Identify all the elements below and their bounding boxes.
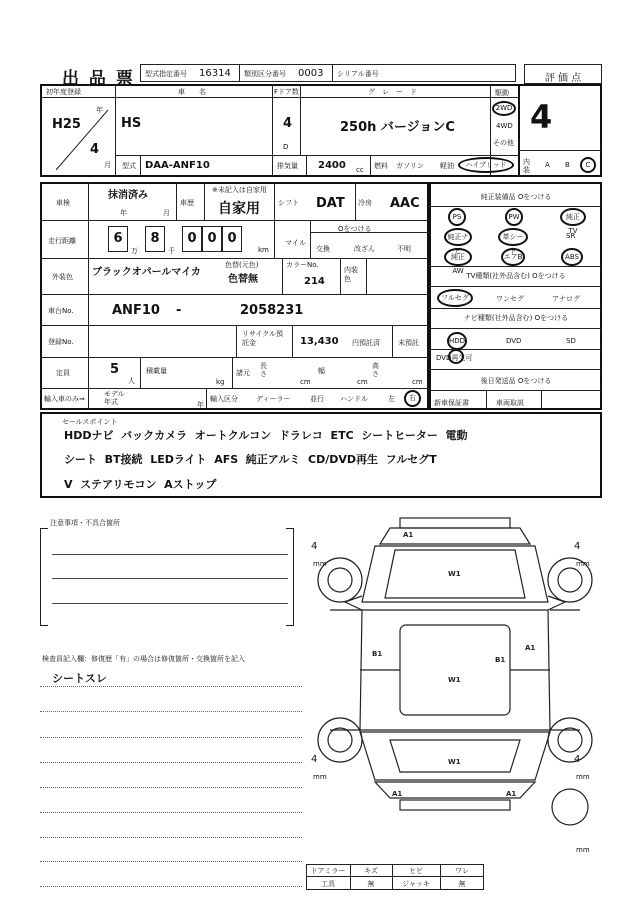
interior-b: B (565, 161, 570, 169)
doors-label: Fドア数 (274, 88, 299, 96)
selling-points-label: セールスポイント (62, 418, 118, 426)
recycle-paid: 円預託済 (352, 339, 380, 347)
tread-rl: 4 (311, 754, 318, 765)
capacity-label: 定員 (56, 369, 70, 377)
recycle-label: リサイクル預託金 (242, 330, 284, 347)
page-title: 出 品 票 (62, 69, 135, 89)
mileage-km: km (258, 246, 269, 254)
score-header (524, 64, 602, 84)
mileage-digit: 6 (108, 226, 128, 252)
chassis-label: 車台No. (48, 307, 74, 315)
shift-label: シフト (278, 199, 299, 207)
navi-hdd: HDD (447, 332, 467, 350)
shaken-month: 月 (163, 209, 170, 217)
model-code: 16314 (199, 68, 231, 79)
drive-4wd: 4WD (496, 122, 513, 130)
model-year-label: モデル年式 (104, 390, 125, 406)
mark-w1-windshield: W1 (448, 570, 461, 578)
category-number: 0003 (298, 68, 324, 79)
navi-title: ナビ種類(社外品含む) Oをつける (463, 314, 569, 322)
footer-value: 無 (458, 880, 466, 888)
serial-box (332, 64, 516, 82)
handle-right-circled: 右 (404, 390, 421, 407)
meter-mile: マイル (285, 239, 306, 247)
spare-tread-unit: mm (576, 846, 590, 854)
tv-fullseg: フルセグ (437, 289, 473, 307)
caution-label: 注意事項・不具合箇所 (50, 519, 120, 527)
width-label: 幅 (318, 367, 325, 375)
category-label: 類別区分番号 (244, 70, 286, 78)
mark-a1-front: A1 (403, 531, 414, 539)
score-label: 評 価 点 (544, 73, 582, 84)
color-change: 色替無 (228, 274, 258, 285)
color-no: 214 (304, 276, 325, 287)
mileage-sen: 千 (168, 247, 175, 255)
shaken-value: 抹消済み (108, 190, 148, 201)
import-parallel: 並行 (310, 395, 324, 403)
drive-2wd-circled: 2WD (492, 101, 516, 116)
capacity: 5 (110, 362, 120, 377)
tv-title: TV種類(社外品含む) Oをつける (466, 272, 566, 280)
later-title: 後日発送品 Oをつける (480, 377, 552, 385)
color-change-label: 色替(元色) (225, 261, 259, 269)
score: 4 (530, 98, 553, 136)
usage: 自家用 (218, 201, 260, 217)
mark-a1-right-door: A1 (525, 644, 536, 652)
car-name-label: 車 名 (178, 88, 206, 96)
dvd-playback-circle (448, 349, 464, 364)
first-reg-era: H25 (52, 117, 81, 132)
selling-points-line: シート BT接続 LEDライト AFS 純正アルミ CD/DVD再生 フルセグT (64, 453, 437, 466)
length-label: 長さ (260, 362, 267, 378)
mark-a1-rear-right: A1 (506, 790, 517, 798)
import-dealer: ディーラー (256, 395, 291, 403)
recycle-amount: 13,430 (300, 336, 339, 347)
import-type-label: 輸入区分 (210, 395, 238, 403)
later-warranty: 新車保証書 (434, 399, 469, 407)
capacity-unit: 人 (128, 377, 135, 385)
chassis-prefix: ANF10 (112, 303, 160, 318)
footer-header: ヒビ (409, 867, 423, 875)
footer-value: ジャッキ (402, 880, 430, 888)
first-reg-label: 初年度登録 (46, 88, 81, 96)
tv-analog: アナログ (552, 295, 580, 303)
exterior-color: ブラックオパールマイカ (92, 267, 201, 278)
meter-exchanged: 交換 (316, 245, 330, 253)
shaken-label: 車検 (56, 199, 70, 207)
displacement: 2400 (318, 160, 346, 171)
ac: AAC (390, 196, 420, 211)
grade-label: グ レ ー ド (368, 88, 417, 96)
mileage-label: 走行距離 (48, 237, 76, 245)
equip-tv: 純正TV (560, 208, 586, 226)
inspector-label: 検査員記入欄：修復歴「有」の場合は修復箇所・交換箇所を記入 (42, 655, 245, 663)
equip-leather: 革シート (498, 228, 528, 246)
load-label: 積載量 (146, 367, 167, 375)
model-code-box (140, 64, 240, 82)
displacement-label: 排気量 (277, 162, 298, 170)
mileage-digit: 0 (182, 226, 202, 252)
mark-w1-roof: W1 (448, 676, 461, 684)
width-unit: cm (357, 378, 368, 386)
interior-a: A (545, 161, 550, 169)
chassis-number: 2058231 (240, 303, 304, 318)
mileage-digit: 8 (145, 226, 165, 252)
model-code-label: 型式指定番号 (145, 70, 187, 78)
height-label: 高さ (372, 362, 379, 378)
mark-b1-right: B1 (495, 656, 506, 664)
navi-dvd: DVD (506, 337, 522, 345)
meter-tampered: 改ざん (354, 245, 375, 253)
equip-ps: PS (448, 208, 466, 226)
mark-w1-rear: W1 (448, 758, 461, 766)
fuel-label: 燃料 (374, 162, 388, 170)
year-suffix: 年 (96, 106, 103, 114)
drive-label: 駆動 (495, 89, 509, 97)
mileage-digit: 0 (202, 226, 222, 252)
equip-airbag: エアB (501, 248, 525, 266)
car-name: HS (121, 116, 142, 131)
drive-other: その他 (493, 139, 514, 147)
footer-value: 無 (367, 880, 375, 888)
recycle-unpaid: 未預託 (398, 339, 419, 347)
footer-value: 工具 (321, 880, 335, 888)
later-manual: 車両取説 (496, 399, 524, 407)
ac-label: 冷房 (358, 199, 372, 207)
interior-c-circled: C (580, 157, 596, 173)
height-unit: cm (412, 378, 423, 386)
katashiki: DAA-ANF10 (145, 160, 210, 171)
equipment-title: 純正装備品 Oをつける (480, 193, 552, 201)
interior-label: 内装 (523, 158, 530, 174)
import-label: 輸入車のみ⇒ (44, 395, 85, 403)
color-no-label: カラーNo. (286, 261, 319, 269)
footer-header: ワレ (455, 867, 469, 875)
serial-label: シリアル番号 (337, 70, 379, 78)
equip-navi: 純正ナビ (444, 228, 472, 246)
tread-rl-unit: mm (313, 773, 327, 781)
interior-color-label: 内装色 (344, 266, 358, 283)
shaken-year: 年 (120, 209, 127, 217)
navi-sd: SD (566, 337, 576, 345)
meter-note: Oをつける (338, 225, 372, 233)
doors: 4 (283, 116, 293, 131)
first-reg-month: 4 (90, 142, 100, 157)
inspector-note: シートスレ (52, 672, 107, 685)
handle-label: ハンドル (340, 395, 368, 403)
grade: 250h バージョンC (340, 120, 455, 135)
shift: DAT (316, 196, 345, 211)
navi-dvd-playback: DVD再生可 (436, 354, 473, 362)
category-box (239, 64, 333, 82)
selling-points-line: V ステアリモコン Aストップ (64, 478, 217, 491)
equip-aw: 純正AW (444, 248, 472, 266)
car-damage-diagram (300, 510, 610, 860)
equip-abs: ABS (561, 248, 583, 266)
mileage-digit: 0 (222, 226, 242, 252)
usage-label: 車歴 (180, 199, 194, 207)
chassis-dash: - (176, 303, 182, 318)
tread-fl: 4 (311, 541, 318, 552)
tread-fr: 4 (574, 541, 581, 552)
selling-points-line: HDDナビ バックカメラ オートクルコン ドラレコ ETC シートヒーター 電動 (64, 429, 468, 442)
fuel-hybrid-circled: ハイブリッド (458, 157, 514, 173)
length-unit: cm (300, 378, 311, 386)
mark-b1-left: B1 (372, 650, 383, 658)
footer-header: キズ (364, 867, 378, 875)
fuel-gasoline: ガソリン (396, 162, 424, 170)
color-label: 外装色 (52, 273, 73, 281)
mark-a1-rear-left: A1 (392, 790, 403, 798)
meter-unknown: 不明 (397, 245, 411, 253)
doors-d: D (283, 143, 289, 151)
model-year-unit: 年 (197, 401, 204, 409)
dimensions-label: 諸元 (236, 369, 250, 377)
registration-label: 登録No. (48, 338, 74, 346)
tv-oneseg: ワンセグ (496, 295, 524, 303)
equip-sr: SR (566, 232, 576, 240)
tread-fr-unit: mm (576, 560, 590, 568)
footer-header: ドアミラー (310, 867, 346, 875)
equip-pw: PW (505, 208, 523, 226)
handle-left: 左 (388, 395, 395, 403)
tread-rr-unit: mm (576, 773, 590, 781)
tread-rr: 4 (574, 754, 581, 765)
usage-note: ※未記入は自家用 (212, 186, 267, 194)
mileage-man: 万 (131, 247, 138, 255)
month-suffix: 月 (104, 161, 111, 169)
load-unit: kg (216, 378, 225, 386)
fuel-diesel: 軽油 (440, 162, 454, 170)
katashiki-label: 型式 (122, 162, 136, 170)
tread-fl-unit: mm (313, 560, 327, 568)
displacement-unit: cc (356, 166, 364, 174)
